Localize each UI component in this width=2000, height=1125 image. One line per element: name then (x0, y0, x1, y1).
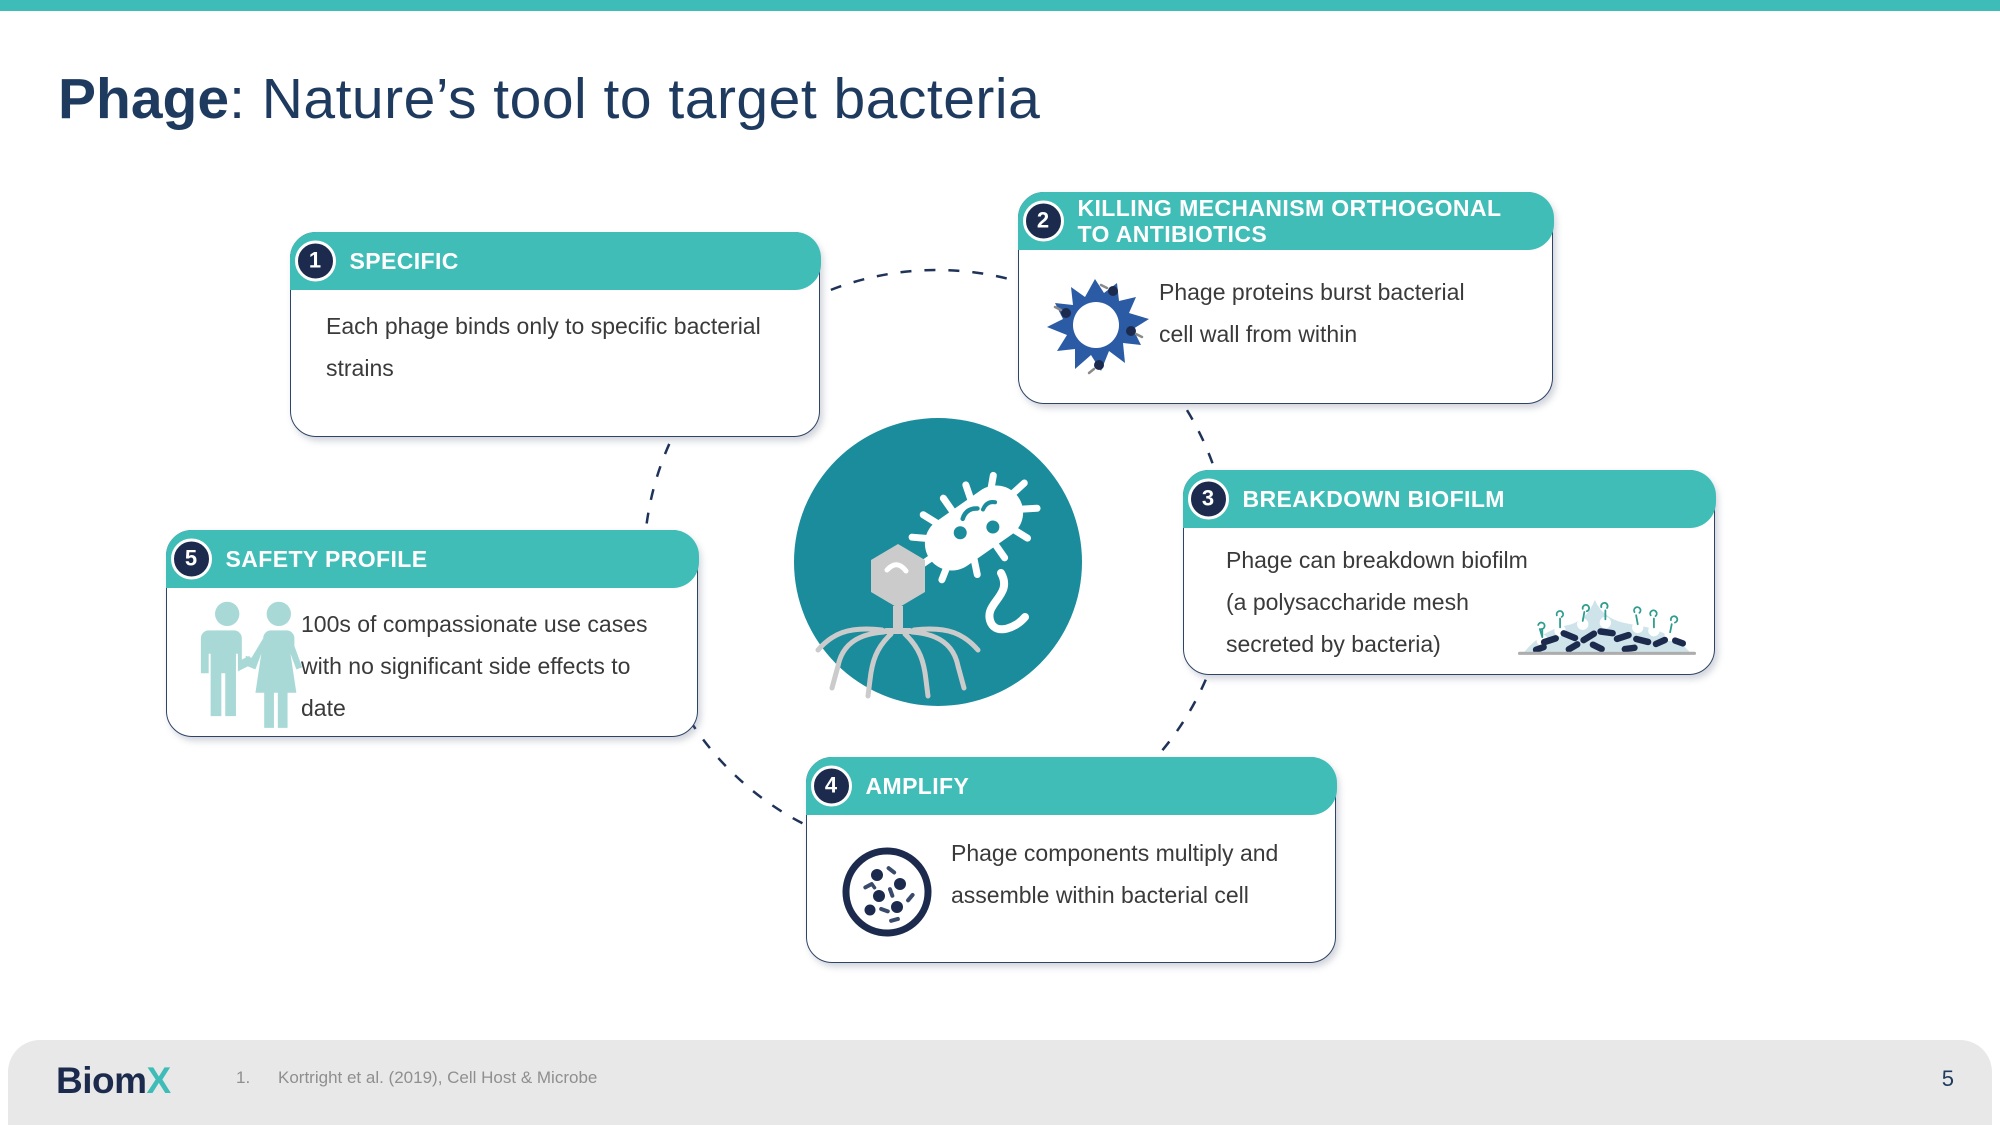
card-text-line: Phage components multiply and (951, 840, 1279, 866)
card-body (291, 291, 819, 436)
top-accent-bar (0, 0, 2000, 11)
people-couple-icon (197, 599, 309, 731)
step-number: 2 (1036, 207, 1050, 233)
card-title: SPECIFIC (349, 247, 459, 274)
card-specific (290, 232, 820, 437)
card-text-line: cell wall from within (1159, 321, 1358, 347)
step-badge (171, 538, 212, 579)
card-body (167, 589, 697, 736)
footer-bar (8, 1040, 1992, 1125)
card-title: TO ANTIBIOTICS (1077, 220, 1268, 247)
step-number: 4 (824, 772, 838, 798)
card-text-line: Each phage binds only to specific bacterial (326, 313, 761, 339)
card-body (1184, 529, 1714, 674)
biofilm-icon (1518, 590, 1696, 660)
card-text-line: date (301, 695, 346, 721)
step-number: 3 (1201, 485, 1215, 511)
card-text-line: with no significant side effects to (301, 653, 631, 679)
card-body (807, 816, 1335, 962)
logo-text-x: X (146, 1060, 171, 1101)
card-header (166, 530, 699, 588)
card-text-line: Phage proteins burst bacterial (1159, 279, 1465, 305)
card-header (1183, 470, 1716, 528)
card-safety-profile (166, 530, 698, 737)
card-text-line: secreted by bacteria) (1226, 631, 1441, 657)
card-title: KILLING MECHANISM ORTHOGONAL (1077, 194, 1502, 221)
step-number: 5 (184, 545, 198, 571)
card-breakdown-biofilm (1183, 470, 1715, 675)
step-badge (1023, 200, 1064, 241)
phage-and-bacterium-icon (794, 418, 1082, 706)
card-text-line: (a polysaccharide mesh (1226, 589, 1469, 615)
card-text (951, 832, 1278, 916)
card-text (1159, 271, 1465, 355)
title-rest: : Nature’s tool to target bacteria (229, 67, 1041, 131)
page-title (58, 66, 1040, 132)
card-text-line: strains (326, 355, 394, 381)
citation-text: Kortright et al. (2019), Cell Host & Microbe (278, 1068, 598, 1087)
card-header (1018, 192, 1554, 250)
step-badge (295, 240, 336, 281)
step-number: 1 (308, 247, 322, 273)
card-text-line: Phage can breakdown biofilm (1226, 547, 1528, 573)
page-number: 5 (1941, 1066, 1954, 1091)
card-text-line: 100s of compassionate use cases (301, 611, 648, 637)
step-badge (811, 765, 852, 806)
card-title: AMPLIFY (865, 772, 970, 799)
card-text (1226, 539, 1528, 665)
card-killing-mechanism (1018, 192, 1553, 404)
title-keyword: Phage (58, 67, 230, 131)
card-body (1019, 251, 1552, 403)
card-title: BREAKDOWN BIOFILM (1242, 485, 1505, 512)
card-amplify (806, 757, 1336, 963)
card-text (301, 603, 647, 729)
center-circle (794, 418, 1082, 706)
logo-text-biom: Biom (56, 1060, 147, 1101)
card-text (326, 305, 761, 389)
biomx-logo (56, 1060, 171, 1102)
step-badge (1188, 478, 1229, 519)
card-title: SAFETY PROFILE (225, 545, 428, 572)
card-header (290, 232, 821, 290)
card-text-line: assemble within bacterial cell (951, 882, 1249, 908)
reference-citation (236, 1068, 597, 1088)
reference-number: 1. (236, 1068, 251, 1087)
burst-cell-icon (1041, 271, 1155, 383)
phage-components-icon (839, 844, 935, 940)
card-header (806, 757, 1337, 815)
